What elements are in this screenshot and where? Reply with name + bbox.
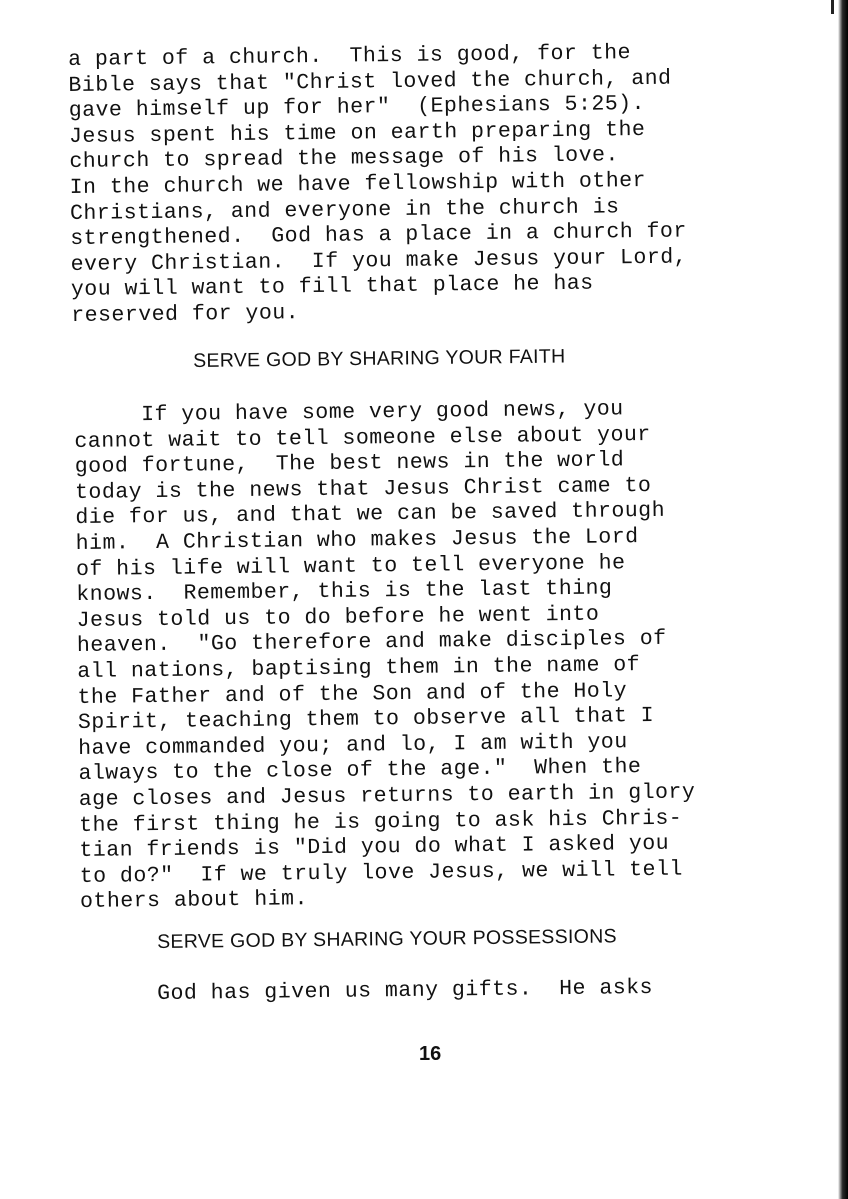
heading-sharing-possessions: SERVE GOD BY SHARING YOUR POSSESSIONS: [157, 925, 617, 953]
edge-mark: [831, 0, 834, 14]
page-number: 16: [419, 1043, 442, 1065]
paragraph-sharing-faith: If you have some very good news, you cannot wait to tell someone else about your good fortune, The best news in the world today is the news that Jesus Christ came to die for us, and that we can be saved through him. A Christian who makes Jesus the Lord of his life will want to tell everyone he knows. Remember, this is the last thing Jesus told us to do before he went into heaven. "Go therefore and make disciples of all nations, baptising them in the name of the Father and of the Son and of the Holy Spirit, teaching them to observe all that I have commanded you; and lo, I am with you always to the close of the age." When the age closes and Jesus returns to earth in glory the first thing he is going to ask his Chris- tian friends is "Did you do what I asked you to do?" If we truly love Jesus, we will tell others about him.: [74, 397, 696, 915]
heading-sharing-faith: SERVE GOD BY SHARING YOUR FAITH: [193, 345, 566, 372]
paragraph-church: a part of a church. This is good, for the Bible says that "Christ loved the church, and gave himself up for her" (Ephesians 5:25). Jesus spent his time on earth preparing the church to spread the message of his love. In the church we have fellowship with other Christians, and everyone in the church is strengthened. God has a place in a church for every Christian. If you make Jesus your Lord, you will want to fill that place he has reserved for you.: [68, 41, 688, 328]
page-binding-edge: [838, 0, 848, 1199]
paragraph-gifts: God has given us many gifts. He asks: [157, 975, 654, 1006]
